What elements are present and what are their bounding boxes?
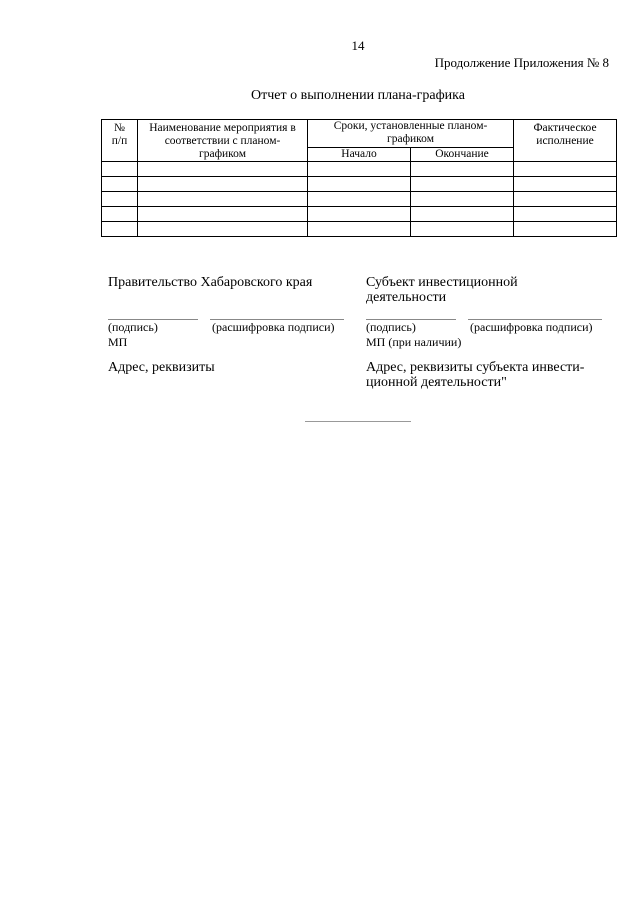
header-start: Начало (308, 147, 411, 161)
left-decoding-label: (расшифровка подписи) (212, 320, 335, 334)
plan-schedule-table (101, 119, 617, 237)
table-row (102, 222, 617, 237)
table-row (102, 177, 617, 192)
header-end: Окончание (411, 147, 514, 161)
report-title: Отчет о выполнении плана-графика (251, 88, 465, 103)
right-address-label: Адрес, реквизиты субъекта инвести- ционной деятельности" (366, 360, 585, 390)
end-separator-line (305, 421, 411, 422)
left-address-label: Адрес, реквизиты (108, 360, 215, 375)
left-stamp-label: МП (108, 335, 128, 349)
appendix-label: Продолжение Приложения № 8 (434, 55, 609, 70)
header-deadlines: Сроки, установленные планом-графиком (308, 120, 514, 148)
right-stamp-label: МП (при наличии) (366, 335, 462, 349)
table-row (102, 207, 617, 222)
right-signature-label: (подпись) (366, 320, 416, 334)
table-row (102, 162, 617, 177)
left-signature-label: (подпись) (108, 320, 158, 334)
header-actual: Фактическое исполнение (514, 120, 617, 162)
table-row (102, 192, 617, 207)
right-party-name: Субъект инвестиционной деятельности (366, 275, 518, 305)
left-party-name: Правительство Хабаровского края (108, 275, 313, 290)
page-number: 14 (351, 38, 365, 53)
right-decoding-label: (расшифровка подписи) (470, 320, 593, 334)
header-event: Наименование мероприятия в соответствии с планом-графиком (138, 120, 308, 162)
header-number: № п/п (102, 120, 138, 162)
